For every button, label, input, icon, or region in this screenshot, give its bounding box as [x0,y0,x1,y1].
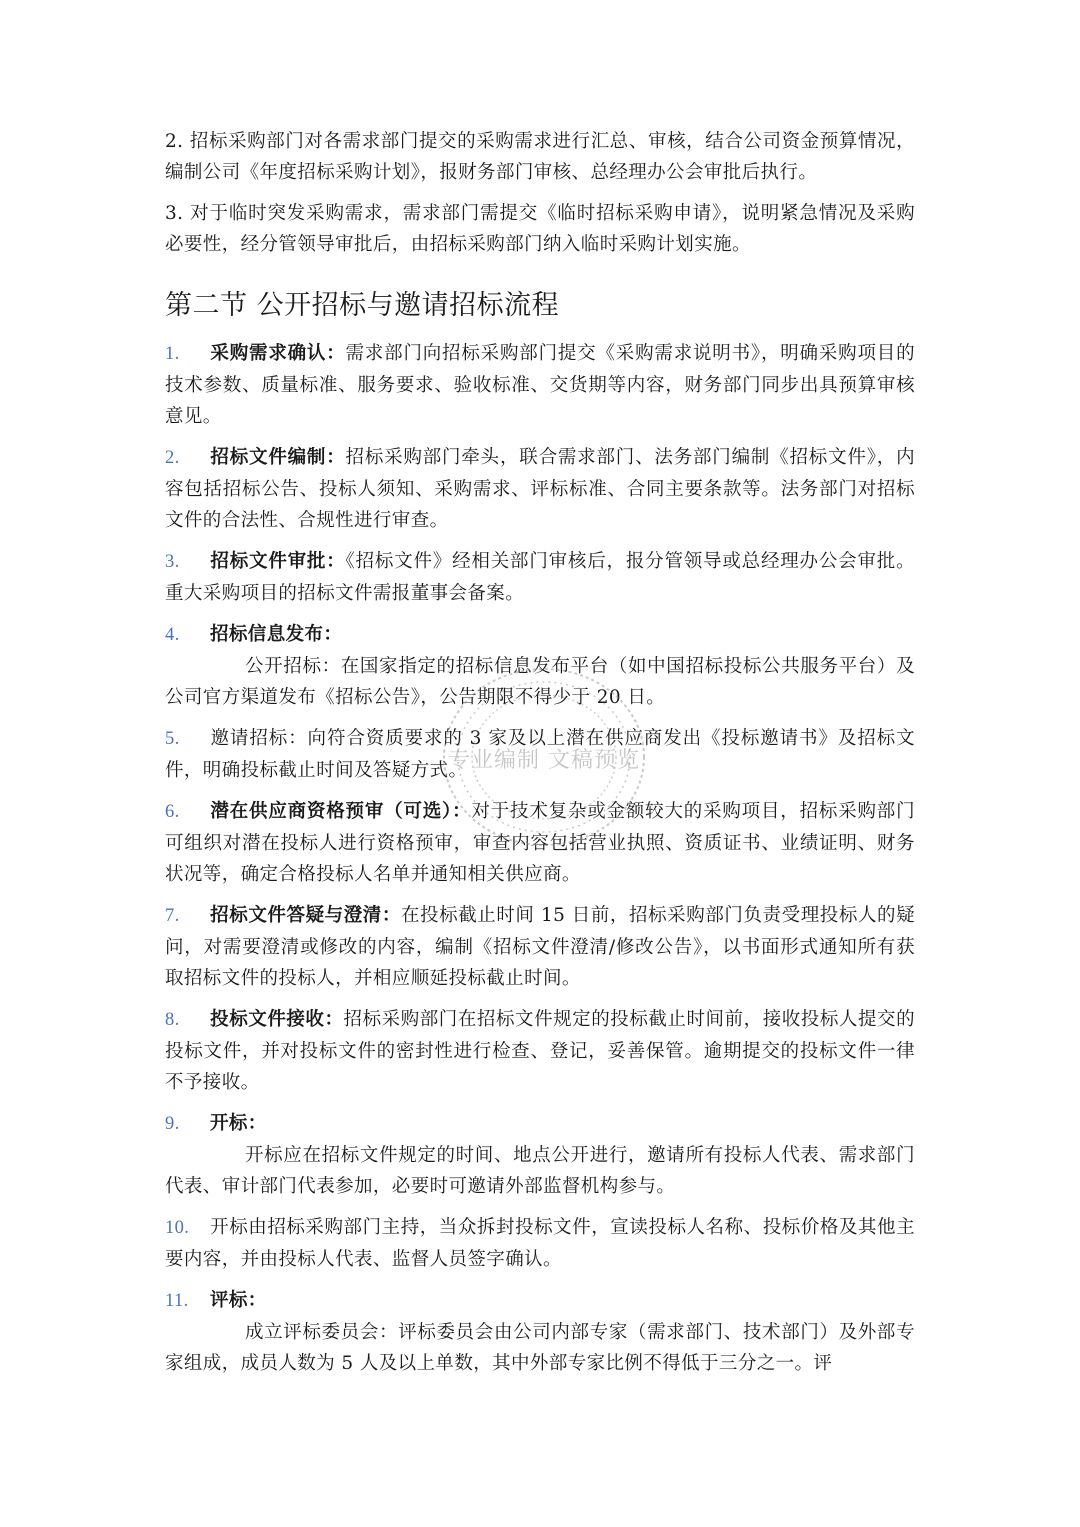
item-sub-paragraph: 成立评标委员会：评标委员会由公司内部专家（需求部门、技术部门）及外部专家组成，成员人数为 5 人及以上单数，其中外部专家比例不得低于三分之一。评 [165,1322,915,1374]
item-title: 招标文件答疑与澄清： [210,905,401,926]
item-number: 1. [165,344,180,364]
procedure-item [165,1108,915,1140]
item-number: 4. [165,625,180,645]
item-title: 招标文件审批： [210,551,346,572]
item-sub-paragraph: 开标应在招标文件规定的时间、地点公开进行，邀请所有投标人代表、需求部门代表、审计部门代表参加，必要时可邀请外部监督机构参与。 [165,1145,915,1197]
procedure-item [165,723,915,786]
intro-paragraph-2: 2. 招标采购部门对各需求部门提交的采购需求进行汇总、审核，结合公司资金预算情况，编制公司《年度招标采购计划》，报财务部门审核、总经理办公会审批后执行。 [165,131,915,183]
item-number: 7. [165,906,180,926]
item-text: 《招标文件》经相关部门审核后，报分管领导或总经理办公会审批。重大采购项目的招标文件需报董事会备案。 [165,551,915,604]
item-number: 11. [165,1291,189,1311]
item-title: 招标文件编制： [210,447,346,468]
item-number: 10. [165,1218,190,1238]
procedure-item [165,338,915,432]
section-heading: 第二节 公开招标与邀请招标流程 [165,290,560,321]
item-title: 开标： [210,1113,267,1134]
procedure-item [165,619,915,651]
item-title: 评标： [210,1290,267,1311]
item-text: 需求部门向招标采购部门提交《采购需求说明书》，明确采购项目的技术参数、质量标准、服务要求、验收标准、交货期等内容，财务部门同步出具预算审核意见。 [165,343,915,427]
procedure-item [165,796,915,890]
item-text: 在投标截止时间 15 日前，招标采购部门负责受理投标人的疑问，对需要澄清或修改的内容，编制《招标文件澄清/修改公告》，以书面形式通知所有获取招标文件的投标人，并相应顺延投标截止时间。 [165,905,915,989]
item-number: 2. [165,448,180,468]
item-number: 8. [165,1010,180,1030]
item-text: 邀请招标：向符合资质要求的 3 家及以上潜在供应商发出《投标邀请书》及招标文件，明确投标截止时间及答疑方式。 [165,728,915,781]
procedure-item [165,1285,915,1317]
item-title: 潜在供应商资格预审（可选）： [210,801,472,822]
procedure-item [165,1212,915,1275]
procedure-item [165,442,915,536]
item-text: 招标采购部门牵头，联合需求部门、法务部门编制《招标文件》，内容包括招标公告、投标人须知、采购需求、评标标准、合同主要条款等。法务部门对招标文件的合法性、合规性进行审查。 [165,447,915,531]
item-title: 采购需求确认： [210,343,346,364]
item-title: 投标文件接收： [210,1009,344,1030]
procedure-item [165,1004,915,1098]
procedure-list [165,338,915,1379]
item-title: 招标信息发布： [210,624,343,645]
item-text: 对于技术复杂或金额较大的采购项目，招标采购部门可组织对潜在投标人进行资格预审，审查内容包括营业执照、资质证书、业绩证明、财务状况等，确定合格投标人名单并通知相关供应商。 [165,801,916,885]
item-number: 9. [165,1114,180,1134]
item-sub-paragraph: 公开招标：在国家指定的招标信息发布平台（如中国招标投标公共服务平台）及公司官方渠道发布《招标公告》，公告期限不得少于 20 日。 [165,656,915,708]
item-text: 招标采购部门在招标文件规定的投标截止时间前，接收投标人提交的投标文件，并对投标文件的密封性进行检查、登记，妥善保管。逾期提交的投标文件一律不予接收。 [165,1009,915,1093]
item-number: 3. [165,552,180,572]
procedure-item [165,900,915,994]
intro-paragraph-3: 3. 对于临时突发采购需求，需求部门需提交《临时招标采购申请》，说明紧急情况及采购必要性，经分管领导审批后，由招标采购部门纳入临时采购计划实施。 [165,203,915,255]
item-text: 开标由招标采购部门主持，当众拆封投标文件，宣读投标人名称、投标价格及其他主要内容，并由投标人代表、监督人员签字确认。 [165,1217,915,1270]
item-number: 6. [165,802,180,822]
document-page [165,126,915,1389]
item-number: 5. [165,729,180,749]
procedure-item [165,546,915,609]
watermark-text: 专业编制 文稿预览 [448,748,640,773]
